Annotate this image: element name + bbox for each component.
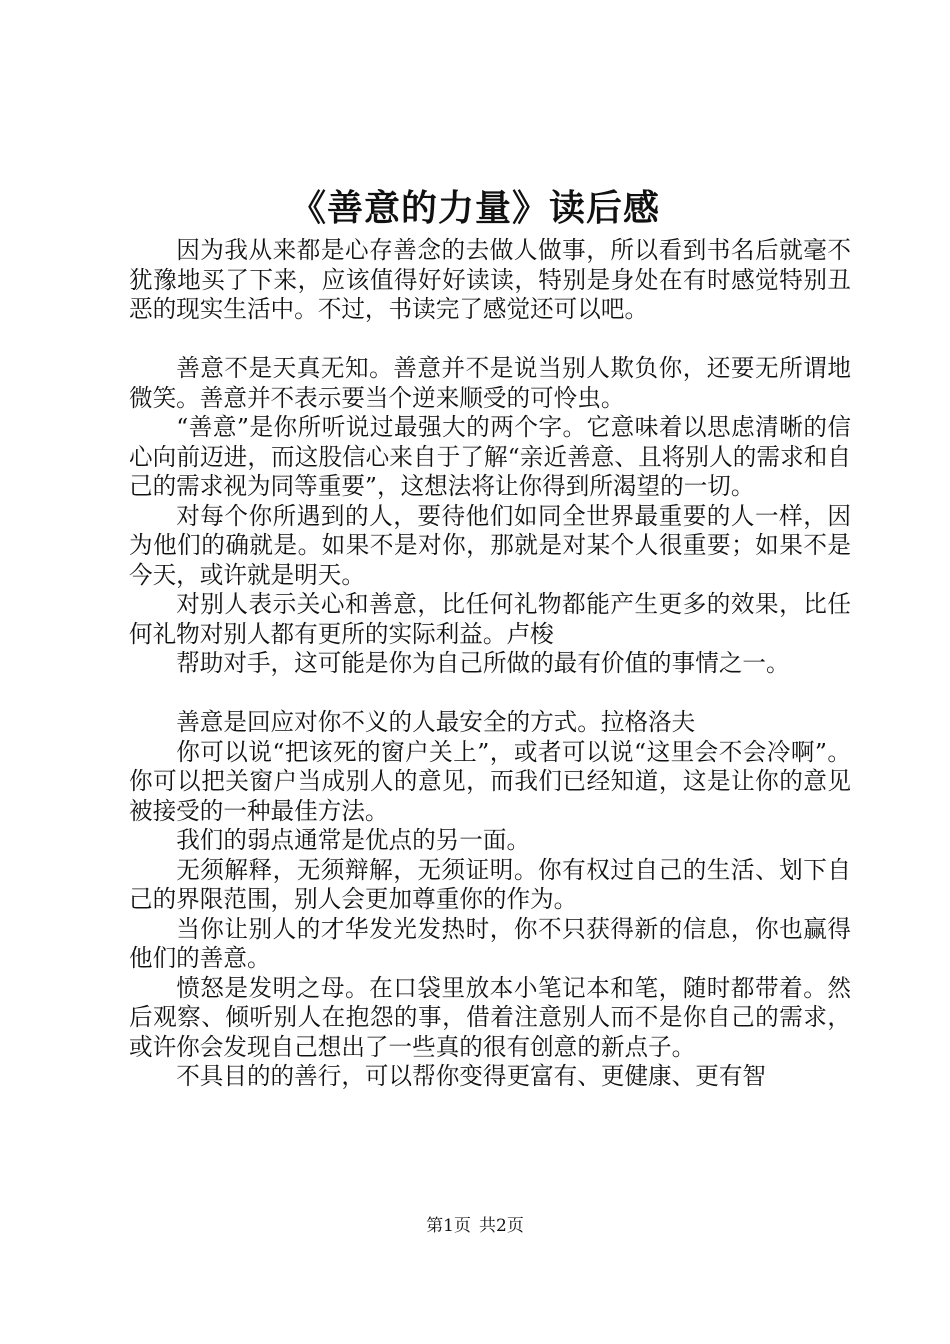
paragraph: 当你让别人的才华发光发热时，你不只获得新的信息，你也赢得他们的善意。 [129,914,851,972]
paragraph: 不具目的的善行，可以帮你变得更富有、更健康、更有智 [176,1062,767,1090]
page-footer [0,1215,950,1237]
paragraph: 我们的弱点通常是优点的另一面。 [176,826,531,854]
page-total: 共2页 [479,1216,524,1236]
paragraph: 对每个你所遇到的人，要待他们如同全世界最重要的人一样，因为他们的确就是。如果不是对你，那就是对某个人很重要；如果不是今天，或许就是明天。 [129,501,851,589]
paragraph: “善意”是你所听说过最强大的两个字。它意味着以思虑清晰的信心向前迈进，而这股信心来自于了解“亲近善意、且将别人的需求和自己的需求视为同等重要”，这想法将让你得到所渴望的一切。 [129,413,851,500]
paragraph: 你可以说“把该死的窗户关上”，或者可以说“这里会不会冷啊”。你可以把关窗户当成别人的意见，而我们已经知道，这是让你的意见被接受的一种最佳方法。 [129,737,851,825]
paragraph: 无须解释，无须辩解，无须证明。你有权过自己的生活、划下自己的界限范围，别人会更加尊重你的作为。 [129,855,851,913]
paragraph: 善意不是天真无知。善意并不是说当别人欺负你，还要无所谓地微笑。善意并不表示要当个逆来顺受的可怜虫。 [129,354,851,412]
paragraph: 对别人表示关心和善意，比任何礼物都能产生更多的效果，比任何礼物对别人都有更所的实际利益。卢梭 [129,590,851,648]
paragraph: 愤怒是发明之母。在口袋里放本小笔记本和笔，随时都带着。然后观察、倾听别人在抱怨的事，借着注意别人而不是你自己的需求，或许你会发现自己想出了一些真的很有创意的新点子。 [129,973,851,1061]
page-number: 第1页 [426,1216,471,1236]
paragraph: 善意是回应对你不义的人最安全的方式。拉格洛夫 [176,708,696,736]
document-body [129,236,851,1092]
paragraph: 因为我从来都是心存善念的去做人做事，所以看到书名后就毫不犹豫地买了下来，应该值得好好读读，特别是身处在有时感觉特别丑恶的现实生活中。不过，书读完了感觉还可以吧。 [129,236,851,323]
document-title: 《善意的力量》读后感 [289,187,660,229]
paragraph: 帮助对手，这可能是你为自己所做的最有价值的事情之一。 [176,649,790,677]
